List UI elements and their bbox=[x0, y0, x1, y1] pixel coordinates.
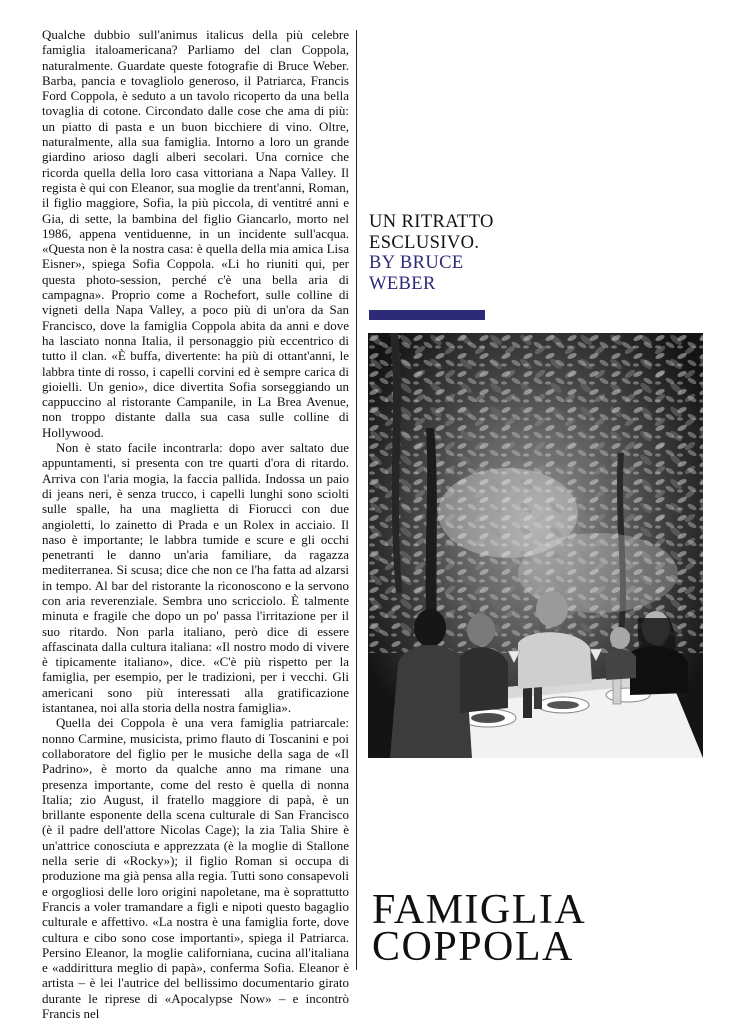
family-photo bbox=[368, 333, 703, 758]
kicker-line-2: BY BRUCE WEBER bbox=[369, 253, 464, 294]
kicker bbox=[369, 212, 519, 294]
accent-bar bbox=[369, 310, 485, 320]
column-divider bbox=[356, 30, 357, 970]
photo-illustration bbox=[368, 333, 703, 758]
headline-line-2: COPPOLA bbox=[372, 924, 574, 970]
article-paragraph-3: Quella dei Coppola è una vera famiglia patriarcale: nonno Carmine, musicista, primo flauto di Toscanini e poi collaboratore del figlio per le musiche della saga de «Il Padrino», è morto da qualche anno ma rimane una presenza importante, come del resto è quella di nonna Italia; zio August, il fratello maggiore di papà, è un brillante esponente della scena culturale di San Francisco (è il padre dell'attore Nicolas Cage); la zia Talia Shire è un'attrice conosciuta e apprezzata (è la moglie di Stallone nella serie di «Rocky»); il figlio Roman si occupa di produzione ma già pensa alla regia. Tutti sono consapevoli e orgogliosi delle loro origini napoletane, ma è soprattutto Francis a voler tramandare a figli e nipoti questo bagaglio culturale e affettivo. «La nostra è una famiglia forte, dove cultura e cibo sono cose importanti», spiega il Patriarca. Persino Eleanor, la moglie californiana, cucina all'italiana e «addirittura meglio di papà», conferma Sofia. Eleanor è artista – è lei l'autrice del bellissimo documentario girato durante le riprese di «Apocalypse Now» – e incontrò Francis nel bbox=[42, 715, 349, 1021]
article-paragraph-2: Non è stato facile incontrarla: dopo aver saltato due appuntamenti, si presenta con tre quarti d'ora di ritardo. Arriva con l'aria mogia, la faccia pallida. Indossa un paio di jeans neri, è senza trucco, i capelli lunghi sono sciolti sulle spalle, ha una maglietta di Fiorucci con due angioletti, lo zainetto di Prada e un Rolex in acciaio. Il naso è importante; le labbra tumide e scure e gli occhi penetranti le danno un'aria familiare, da ragazza mediterranea. Si scusa; dice che non ce l'ha fatta ad alzarsi in tempo. Al bar del ristorante la riconoscono e la servono con aria reverenziale. Sembra uno scricciolo. È talmente minuta e fragile che dopo un po' passa l'irritazione per il suo ritardo. Non parla italiano, però dice di essere affascinata dalla cultura italiana: «Il nostro modo di vivere è tipicamente italiano», dice. «C'è più rispetto per la famiglia, per esempio, per le tradizioni, per i vecchi. Gli americani sono più interessati alla gratificazione istantanea, noi alla storia della nostra famiglia». bbox=[42, 440, 349, 716]
headline bbox=[372, 887, 702, 970]
article-body bbox=[42, 27, 349, 1021]
kicker-line-1: UN RITRATTO ESCLUSIVO. bbox=[369, 212, 494, 253]
headline-line-1: FAMIGLIA bbox=[372, 887, 587, 933]
article-paragraph-1: Qualche dubbio sull'animus italicus della più celebre famiglia italoamericana? Parliamo del clan Coppola, naturalmente. Guardate queste fotografie di Bruce Weber. Barba, pancia e tovagliolo generoso, il Patriarca, Francis Ford Coppola, è seduto a un tavolo ricoperto da una bella tovaglia di cotone. Circondato dalle cose che ama di più: un piatto di pasta e un buon bicchiere di vino. Oltre, naturalmente, alla sua famiglia. Intorno a loro un grande giardino arioso dagli alberi secolari. Una cornice che ricorda quella della loro casa vittoriana a Napa Valley. Il regista è qui con Eleanor, sua moglie da trent'anni, Roman, il figlio maggiore, Sofia, la più piccola, di ventitré anni e Gia, di sette, la bambina del figlio Giancarlo, morto nel 1986, appena ventiduenne, in un incidente sull'acqua. «Questa non è la nostra casa: è quella della mia amica Lisa Eisner», spiega Sofia Coppola. «Li ho riuniti qui, per questa photo-session, perché c'è una bella aria di campagna». Proprio come a Rochefort, sulle colline di vigneti della Napa Valley, a poco più di un'ora da San Francisco, dove la famiglia Coppola abita da anni e dove ha lasciato nonna Italia, il personaggio più eccentrico di tutto il clan. «È buffa, divertente: ha più di ottant'anni, le labbra tinte di rosso, i capelli corvini ed è sempre carica di gioielli. Un genio», dice divertita Sofia sorseggiando un cappuccino al ristorante Campanile, in La Brea Avenue, non troppo distante dalla sua casa sulle colline di Hollywood. bbox=[42, 27, 349, 440]
